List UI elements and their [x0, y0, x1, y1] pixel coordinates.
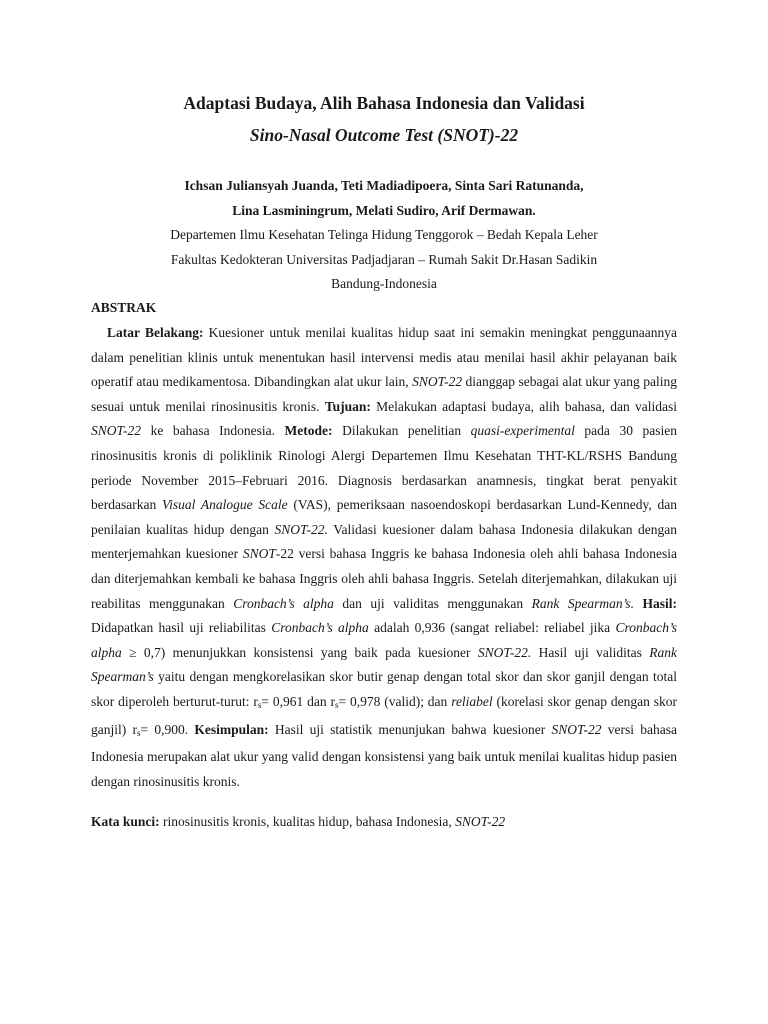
- author-list-line-2: Lina Lasminingrum, Melati Sudiro, Arif Dermawan.: [232, 203, 536, 218]
- keywords-line: [91, 814, 505, 830]
- abstract-text: = 0,978 (valid); dan: [338, 693, 452, 709]
- abstract-italic: SNOT: [242, 546, 276, 562]
- abstract-text: (VAS), pemeriksaan nasoendoskopi berdasarkan Lund-Kennedy, dan penilaian kualitas hidup dengan: [91, 497, 677, 537]
- paper-subtitle: Sino-Nasal Outcome Test (SNOT)-22: [249, 125, 519, 145]
- abstract-paragraph: [91, 321, 677, 794]
- abstract-italic: SNOT-22: [412, 374, 463, 390]
- abstract-italic: reliabel: [451, 693, 493, 709]
- abstract-text: Hasil uji statistik menunjukan bahwa kuesioner: [268, 721, 552, 737]
- subscript: s: [136, 727, 141, 738]
- affiliation-line-3: Bandung-Indonesia: [331, 276, 437, 291]
- abstract-italic: SNOT-22.: [274, 521, 328, 537]
- abstract-italic: Visual Analogue Scale: [161, 497, 288, 513]
- keywords-text: rinosinusitis kronis, kualitas hidup, bahasa Indonesia,: [159, 814, 456, 829]
- abstract-text: = 0,961 dan r: [261, 693, 335, 709]
- results-label: Hasil:: [633, 595, 677, 611]
- abstract-text: versi bahasa Indonesia merupakan alat ukur yang valid dengan konsistensi yang baik untuk menilai kualitas hidup pasien dengan rinosinusitis kronis.: [91, 721, 677, 789]
- abstract-text: Melakukan adaptasi budaya, alih bahasa, dan validasi: [370, 398, 677, 414]
- abstract-text: = 0,900.: [140, 721, 195, 737]
- method-label: Metode:: [284, 423, 333, 439]
- abstract-italic: quasi-experimental: [470, 423, 575, 439]
- abstract-text: dan uji validitas menggunakan: [333, 595, 532, 611]
- abstract-text: ≥ 0,7) menunjukkan konsistensi yang baik pada kuesioner: [121, 644, 478, 660]
- abstract-text: Kuesioner untuk menilai kualitas hidup saat ini semakin meningkat penggunaannya dalam penelitian klinis untuk menentukan hasil intervensi medis atau menilai hasil akhir pelayanan baik operatif atau medikamentosa. Dibandingkan alat ukur lain,: [91, 325, 677, 390]
- abstract-text: yaitu dengan mengkorelasikan skor butir genap dengan total skor dan skor ganjil dengan total skor diperoleh berturut-turut: r: [91, 669, 677, 709]
- paper-title: Adaptasi Budaya, Alih Bahasa Indonesia dan Validasi: [183, 93, 585, 113]
- author-list-line-1: Ichsan Juliansyah Juanda, Teti Madiadipoera, Sinta Sari Ratunanda,: [184, 178, 584, 193]
- abstract-text: Validasi kuesioner dalam bahasa Indonesia dilakukan dengan menterjemahkan kuesioner: [91, 521, 678, 562]
- abstract-text: (korelasi skor genap dengan skor ganjil) r: [91, 693, 677, 737]
- abstract-italic: SNOT-22: [91, 423, 142, 439]
- keywords-label: Kata kunci:: [91, 814, 160, 829]
- abstract-text: pada 30 pasien rinosinusitis kronis di poliklinik Rinologi Alergi Departemen Ilmu Kesehatan THT-KL/RSHS Bandung periode November 2015–Februari 2016. Diagnosis berdasarkan anamnesis, tingkat berat penyakit berdasarkan: [91, 423, 677, 513]
- affiliation-line-2: Fakultas Kedokteran Universitas Padjadjaran – Rumah Sakit Dr.Hasan Sadikin: [170, 252, 598, 267]
- abstract-text: Didapatkan hasil uji reliabilitas: [91, 620, 272, 636]
- abstract-italic: Rank Spearman’s.: [531, 595, 634, 611]
- objective-label: Tujuan:: [324, 398, 371, 414]
- abstract-text: -22 versi bahasa Inggris ke bahasa Indonesia oleh ahli bahasa Indonesia dan diterjemahkan kembali ke bahasa Inggris oleh ahli bahasa Inggris. Setelah diterjemahkan, dilakukan uji reabilitas menggunakan: [91, 546, 677, 611]
- subscript: s: [334, 699, 339, 710]
- background-label: Latar Belakang:: [107, 325, 204, 340]
- abstract-text: dianggap sebagai alat ukur yang paling sesuai untuk menilai rinosinusitis kronis.: [91, 374, 677, 414]
- abstract-italic: Cronbach’s alpha: [91, 620, 677, 660]
- abstract-text: adalah 0,936 (sangat reliabel: reliabel jika: [368, 620, 616, 636]
- abstract-italic: SNOT-22: [551, 721, 602, 737]
- abstract-text: ke bahasa Indonesia.: [141, 423, 285, 439]
- abstract-text: Dilakukan penelitian: [332, 423, 471, 439]
- keywords-italic: SNOT-22: [455, 814, 506, 829]
- subscript: s: [257, 699, 262, 710]
- conclusion-label: Kesimpulan:: [194, 721, 269, 737]
- abstract-italic: Cronbach’s alpha: [271, 620, 369, 636]
- abstract-italic: SNOT-22.: [477, 644, 532, 660]
- abstract-heading: ABSTRAK: [91, 300, 157, 315]
- affiliation-line-1: Departemen Ilmu Kesehatan Telinga Hidung Tenggorok – Bedah Kepala Leher: [170, 227, 598, 242]
- abstract-italic: Rank Spearman’s: [91, 644, 677, 685]
- abstract-italic: Cronbach’s alpha: [233, 595, 334, 611]
- abstract-text: Hasil uji validitas: [531, 644, 650, 660]
